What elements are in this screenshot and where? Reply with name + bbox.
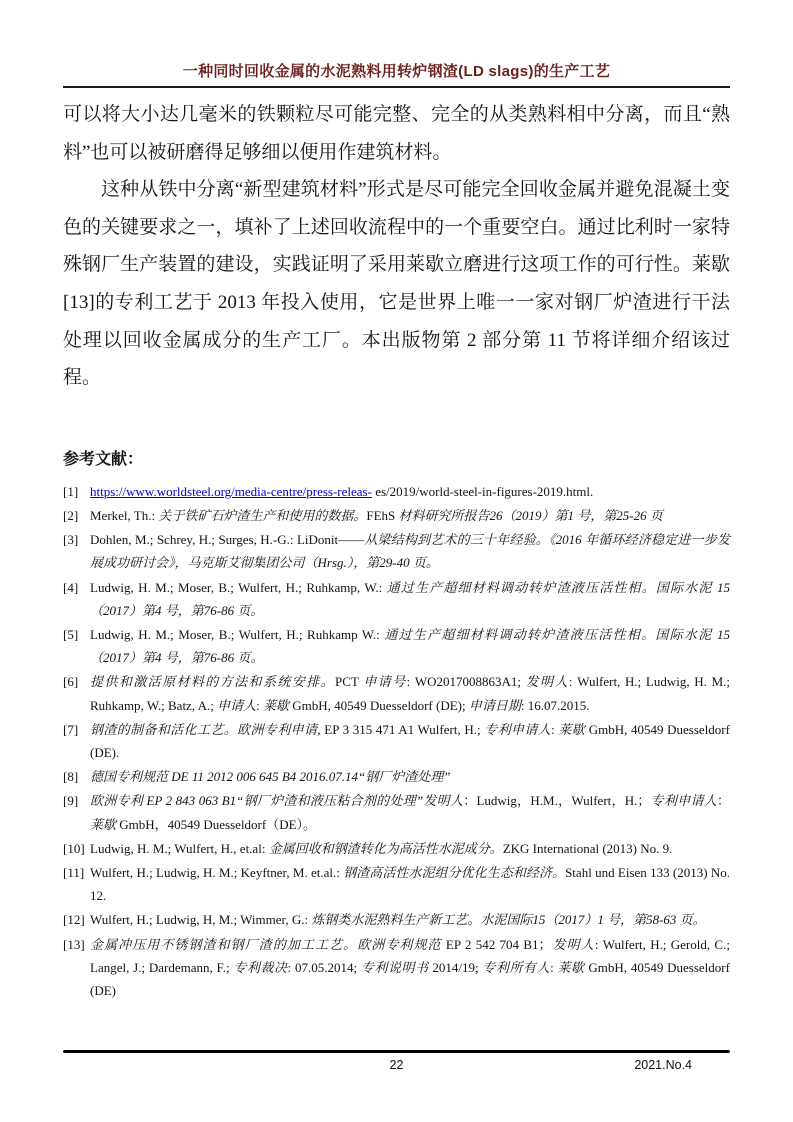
reference-text-segment: : xyxy=(550,959,558,975)
reference-number: [10] xyxy=(63,840,85,856)
reference-text xyxy=(90,580,730,618)
reference-number: [9] xyxy=(63,793,79,809)
reference-text-segment: PCT xyxy=(335,674,364,690)
reference-text-segment: ZKG International (2013) No. 9. xyxy=(502,840,673,856)
reference-text-segment: Wulfert, H.; Ludwig, H, M.; Wimmer, G.: xyxy=(90,912,312,928)
reference-text-segment: 莱歇 xyxy=(557,959,585,975)
reference-text-segment: 莱歇 xyxy=(558,721,586,737)
reference-text-segment: 申请号 xyxy=(363,674,407,690)
reference-number: [13] xyxy=(63,936,85,952)
reference-text-segment: 关于铁矿石炉渣生产和使用的数据。 xyxy=(158,507,367,523)
reference-text xyxy=(90,912,706,927)
reference-text xyxy=(90,937,730,998)
reference-text-segment: : Wulfert, H.; Ludwig, H. M.; Ruhkamp, W.; Batz, A.; xyxy=(90,674,730,713)
reference-text-segment: 莱歇 xyxy=(263,697,290,713)
reference-text-segment: : Wulfert, H.; Gerold, C.; Langel, J.; Dardemann, F.; xyxy=(90,936,730,975)
body-paragraph: 这种从铁中分离“新型建筑材料”形式是尽可能完全回收金属并避免混凝土变色的关键要求之一，填补了上述回收流程中的一个重要空白。通过比利时一家特殊钢厂生产装置的建设，实践证明了采用莱歇立磨进行这项工作的可行性。莱歇[13]的专利工艺于 2013 年投入使用，它是世界上唯一一家对钢厂炉渣进行干法处理以回收金属成分的生产工厂。本出版物第 2 部分第 11 节将详细介绍该过程。 xyxy=(63,179,730,389)
page-number: 22 xyxy=(389,1058,404,1072)
reference-text-segment: 发明人 xyxy=(551,936,595,952)
reference-text-segment: ： xyxy=(716,793,730,809)
reference-text-segment: Ludwig, H. M.; Moser, B.; Wulfert, H.; Ruhkamp, W.: xyxy=(90,579,387,595)
reference-text-segment: ：Ludwig，H.M.，Wulfert，H.； xyxy=(463,793,651,809)
reference-text-segment: 通过生产超细材料调动转炉渣液压活性相。国际水泥 15（2017）第4 号，第76-86 页。 xyxy=(90,579,730,618)
reference-text xyxy=(90,865,730,903)
reference-text-segment: , EP 3 315 471 A1 Wulfert, H.; xyxy=(317,721,485,737)
reference-item xyxy=(63,837,730,860)
reference-text-segment: Wulfert, H.; Ludwig, H. M.; Keyftner, M. et.al.: xyxy=(90,865,344,880)
reference-text-segment: GmbH, 40549 Duesseldorf (DE) xyxy=(90,959,730,999)
reference-item xyxy=(63,480,730,503)
reference-text-segment: Stahl und Eisen 133 (2013) No. 12. xyxy=(90,865,730,904)
reference-text-segment: 专利说明书 xyxy=(360,959,429,975)
reference-text-segment: 专利所有人 xyxy=(482,959,551,975)
reference-number: [12] xyxy=(63,912,85,928)
body-text xyxy=(63,96,730,397)
reference-item xyxy=(63,933,730,1003)
reference-text-segment: Merkel, Th.: xyxy=(90,507,159,523)
reference-text-segment: 材料研究所报告26（2019）第1 号，第25-26 页 xyxy=(398,507,663,523)
reference-number: [11] xyxy=(63,865,85,880)
reference-text xyxy=(90,769,451,784)
reference-text-segment: Ludwig, H. M.; Moser, B.; Wulfert, H.; Ruhkamp W.: xyxy=(90,626,385,642)
reference-number: [2] xyxy=(63,507,79,523)
reference-text-segment: 炼钢类水泥熟料生产新工艺。水泥国际15（2017）1 号，第58-63 页。 xyxy=(311,912,706,928)
reference-text-segment: : xyxy=(551,721,559,737)
reference-text xyxy=(90,674,730,712)
reference-text-segment: 从梁结构到艺术的三十年经验。《2016 年循环经济稳定进一步发展成功研讨会》，马克斯艾彻集团公司（Hrsg.），第29-40 页。 xyxy=(90,532,730,571)
reference-text-segment: GmbH, 40549 Duesseldorf (DE). xyxy=(90,721,730,760)
reference-text-segment: 2014/19; xyxy=(428,959,483,975)
reference-item xyxy=(63,861,730,907)
reference-number: [1] xyxy=(63,483,79,499)
reference-text xyxy=(90,532,730,570)
reference-text-segment: EP 2 542 704 B1； xyxy=(441,936,552,952)
body-paragraph: 可以将大小达几毫米的铁颗粒尽可能完整、完全的从类熟料相中分离，而且“熟料”也可以被研磨得足够细以便用作建筑材料。 xyxy=(63,104,730,163)
header-rule xyxy=(63,86,730,88)
reference-text-segment: Dohlen, M.; Schrey, H.; Surges, H.-G.: LiDonit—— xyxy=(90,532,365,548)
reference-item xyxy=(63,789,730,835)
reference-text-segment: GmbH，40549 Duesseldorf（DE）。 xyxy=(116,816,317,832)
footer-row xyxy=(63,1056,730,1074)
reference-text-segment: es/2019/world-steel-in-figures-2019.html. xyxy=(371,483,594,499)
reference-text-segment: 专利裁决 xyxy=(233,959,288,975)
reference-number: [5] xyxy=(63,626,79,642)
reference-text-segment: 专利申请人 xyxy=(650,793,717,809)
reference-item xyxy=(63,576,730,622)
reference-number: [7] xyxy=(63,721,79,737)
reference-item xyxy=(63,504,730,527)
reference-text xyxy=(90,627,730,665)
reference-text-segment: 通过生产超细材料调动转炉渣液压活性相。国际水泥 15（2017）第4 号，第76-86 页。 xyxy=(90,626,730,666)
references-section xyxy=(63,449,730,1002)
reference-text-segment: 金属冲压用不锈钢渣和钢厂渣的加工工艺。欧洲专利规范 xyxy=(90,936,442,952)
page-header-title: 一种同时回收金属的水泥熟料用转炉钢渣(LD slags)的生产工艺 xyxy=(182,63,611,80)
references-list xyxy=(63,480,730,1002)
reference-text xyxy=(90,722,730,760)
reference-item xyxy=(63,765,730,788)
reference-text xyxy=(90,484,593,499)
reference-item xyxy=(63,670,730,716)
reference-text-segment: : WO2017008863A1; xyxy=(406,674,526,690)
reference-text xyxy=(90,508,663,523)
reference-text-segment: 申请人 xyxy=(217,697,257,713)
reference-text-segment: : 07.05.2014; xyxy=(287,959,361,975)
footer-rule xyxy=(63,1050,730,1053)
reference-text-segment: 金属回收和钢渣转化为高活性水泥成分。 xyxy=(268,840,503,856)
page-footer xyxy=(63,1050,730,1074)
reference-number: [6] xyxy=(63,674,79,690)
reference-text-segment: 莱歇 xyxy=(90,816,117,832)
reference-item xyxy=(63,528,730,574)
reference-text xyxy=(90,793,730,831)
reference-text-segment: 欧洲专利 EP 2 843 063 B1“钢厂炉渣和液压粘合剂的处理”发明人 xyxy=(90,793,464,809)
reference-text-segment: 申请日期 xyxy=(468,697,521,713)
reference-url-link[interactable]: https://www.worldsteel.org/media-centre/press-releas- xyxy=(90,483,372,499)
reference-text-segment: Ludwig, H. M.; Wulfert, H., et.al: xyxy=(90,840,269,856)
reference-number: [4] xyxy=(63,579,79,595)
reference-text-segment: 钢渣高活性水泥组分优化生态和经济。 xyxy=(343,865,566,880)
reference-item xyxy=(63,908,730,931)
reference-text-segment: FEhS xyxy=(366,507,399,523)
reference-item xyxy=(63,623,730,669)
reference-text-segment: : 16.07.2015. xyxy=(520,697,590,713)
reference-item xyxy=(63,718,730,764)
reference-text-segment: 提供和激活原材料的方法和系统安排。 xyxy=(90,674,336,690)
reference-text-segment: 发明人 xyxy=(525,674,569,690)
reference-text-segment: 钢渣的制备和活化工艺。欧洲专利申请 xyxy=(90,721,318,737)
reference-text-segment: 德国专利规范 DE 11 2012 006 645 B4 2016.07.14“钢厂炉渣处理” xyxy=(90,769,451,785)
issue-number: 2021.No.4 xyxy=(634,1058,692,1072)
references-heading: 参考文献： xyxy=(63,450,144,468)
reference-number: [3] xyxy=(63,532,79,548)
page-header xyxy=(63,62,730,88)
reference-text-segment: : xyxy=(256,697,264,713)
reference-number: [8] xyxy=(63,769,79,785)
reference-text-segment: 专利申请人 xyxy=(484,721,552,737)
reference-text-segment: GmbH, 40549 Duesseldorf (DE); xyxy=(289,697,469,713)
reference-text xyxy=(90,841,672,856)
